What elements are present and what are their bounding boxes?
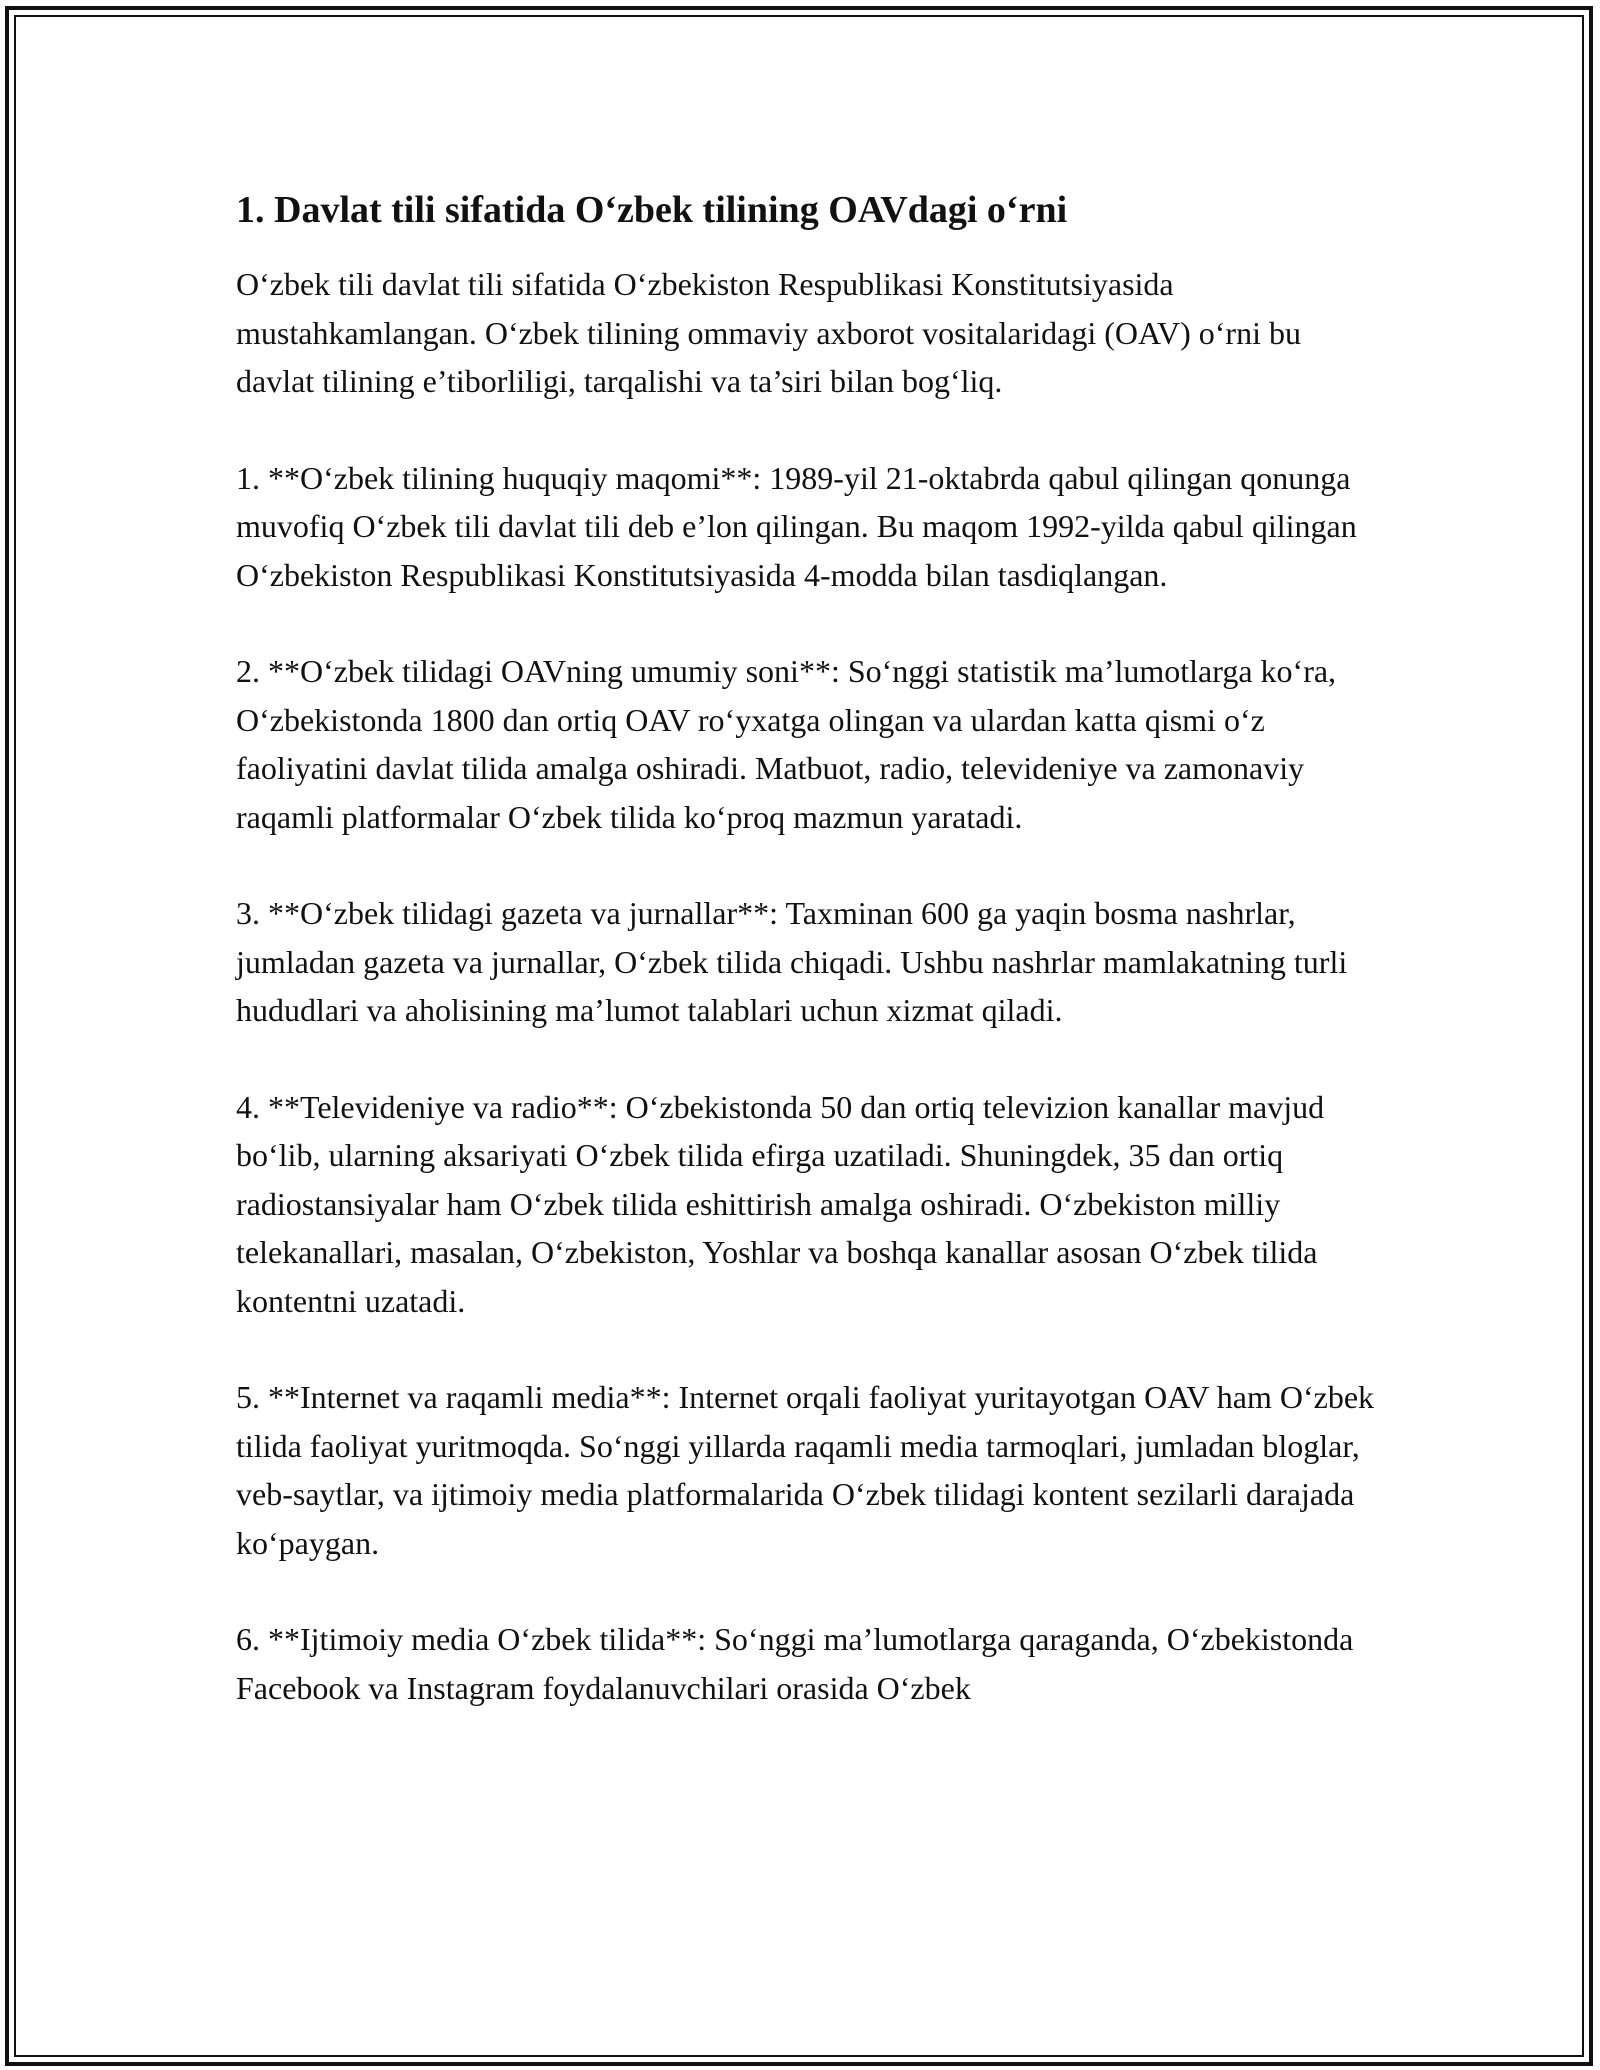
intro-paragraph: O‘zbek tili davlat tili sifatida O‘zbekiston Respublikasi Konstitutsiyasida mustahkamlangan. O‘zbek tilining ommaviy axborot vositalaridagi (OAV) o‘rni bu davlat tilining e’tiborliligi, tarqalishi va ta’siri bilan bog‘liq. xyxy=(236,266,1301,399)
paragraph-digital-media: 5. **Internet va raqamli media**: Internet orqali faoliyat yuritayotgan OAV ham O‘zbek tilida faoliyat yuritmoqda. So‘nggi yillarda raqamli media tarmoqlari, jumladan bloglar, veb-saytlar, va ijtimoiy media platformalarida O‘zbek tilidagi kontent sezilarli darajada ko‘paygan. xyxy=(236,1379,1375,1561)
paragraph-tv-radio: 4. **Televideniye va radio**: O‘zbekistonda 50 dan ortiq televizion kanallar mavjud bo‘lib, ularning aksariyati O‘zbek tilida efirga uzatiladi. Shuningdek, 35 dan ortiq radiostansiyalar ham O‘zbek tilida eshittirish amalga oshiradi. O‘zbekiston milliy telekanallari, masalan, O‘zbekiston, Yoshlar va boshqa kanallar asosan O‘zbek tilida kontentni uzatadi. xyxy=(236,1088,1325,1319)
document-body xyxy=(236,186,1376,1760)
paragraph-media-count: 2. **O‘zbek tilidagi OAVning umumiy soni**: So‘nggi statistik ma’lumotlarga ko‘ra, O‘zbekistonda 1800 dan ortiq OAV ro‘yxatga olingan va ulardan katta qismi o‘z faoliyatini davlat tilida amalga oshiradi. Matbuot, radio, televideniye va zamonaviy raqamli platformalar O‘zbek tilida ko‘proq mazmun yaratadi. xyxy=(236,653,1337,835)
paragraph-legal-status: 1. **O‘zbek tilining huquqiy maqomi**: 1989-yil 21-oktabrda qabul qilingan qonunga muvofiq O‘zbek tili davlat tili deb e’lon qilingan. Bu maqom 1992-yilda qabul qilingan O‘zbekiston Respublikasi Konstitutsiyasida 4-modda bilan tasdiqlangan. xyxy=(236,459,1357,593)
paragraph-newspapers: 3. **O‘zbek tilidagi gazeta va jurnallar**: Taxminan 600 ga yaqin bosma nashrlar, jumladan gazeta va jurnallar, O‘zbek tilida chiqadi. Ushbu nashrlar mamlakatning turli hududlari va aholisining ma’lumot talablari uchun xizmat qiladi. xyxy=(236,895,1348,1028)
paragraph-social-media: 6. **Ijtimoiy media O‘zbek tilida**: So‘nggi ma’lumotlarga qaraganda, O‘zbekistonda Facebook va Instagram foydalanuvchilari orasida O‘zbek xyxy=(236,1621,1354,1706)
document-title: 1. Davlat tili sifatida O‘zbek tilining OAVdagi o‘rni xyxy=(236,189,1068,231)
